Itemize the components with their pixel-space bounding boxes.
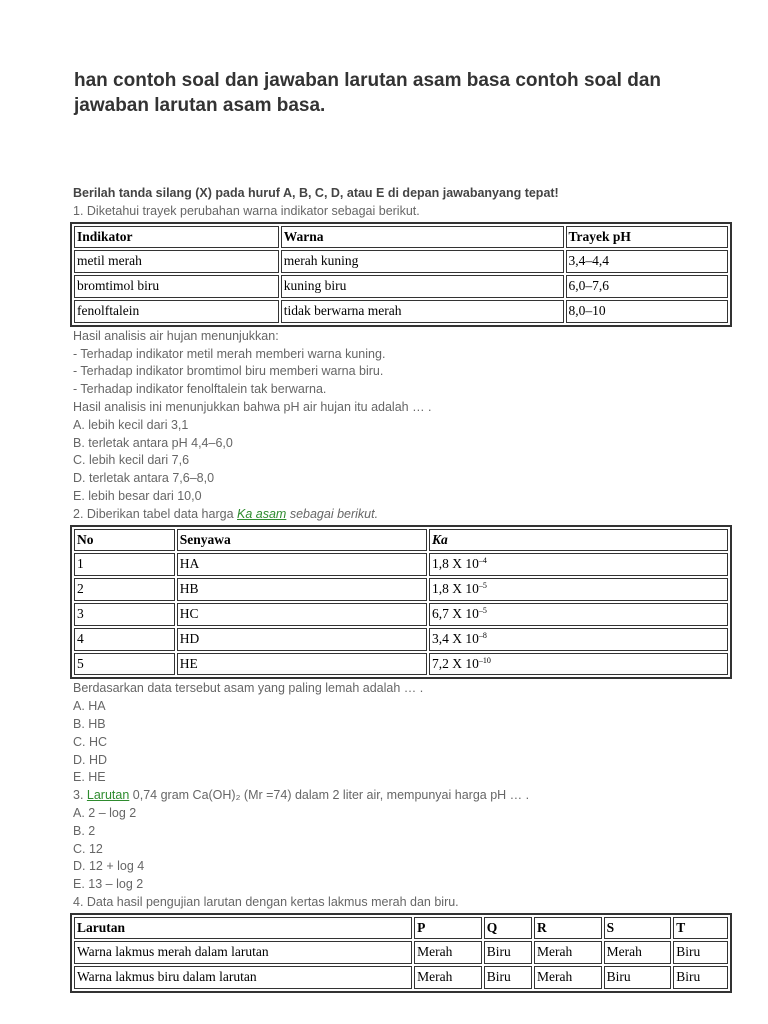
table-row: [74, 628, 728, 651]
ka-base: 7,2 X 10: [432, 655, 479, 671]
ka-base: 1,8 X 10: [432, 581, 479, 597]
table-cell: merah kuning: [281, 250, 564, 273]
answer-option: E. 13 – log 2: [73, 877, 144, 892]
table-cell: [429, 653, 728, 676]
table-cell: 3: [74, 603, 175, 626]
q2-line: Berdasarkan data tersebut asam yang paling lemah adalah … .: [73, 681, 424, 696]
col-header: R: [534, 917, 602, 940]
col-header: Trayek pH: [566, 226, 729, 249]
table-cell: HB: [177, 578, 427, 601]
ka-table: [70, 525, 732, 680]
table-cell: 6,0–7,6: [566, 275, 729, 298]
col-header: Indikator: [74, 226, 279, 249]
table-cell: 2: [74, 578, 175, 601]
answer-option: A. 2 – log 2: [73, 805, 137, 820]
table-cell: HA: [177, 553, 427, 576]
ka-base: 3,4 X 10: [432, 630, 479, 646]
table-row: [74, 941, 728, 964]
instruction: Berilah tanda silang (X) pada huruf A, B, C, D, atau E di depan jawabanyang tepat!: [73, 186, 559, 200]
ka-exponent: –10: [478, 655, 491, 665]
table-row: [74, 300, 728, 323]
answer-option: B. HB: [73, 716, 106, 731]
answer-option: D. HD: [73, 752, 108, 767]
table-cell: tidak berwarna merah: [281, 300, 564, 323]
answer-option: B. terletak antara pH 4,4–6,0: [73, 435, 233, 450]
table-cell: Merah: [414, 941, 482, 964]
table-cell: Warna lakmus merah dalam larutan: [74, 941, 412, 964]
ka-exponent: –8: [478, 630, 487, 640]
table-cell: Biru: [484, 941, 532, 964]
q1-line: Hasil analisis air hujan menunjukkan:: [73, 328, 279, 343]
indicator-table: [70, 222, 732, 327]
table-cell: [429, 578, 728, 601]
table-cell: Merah: [534, 941, 602, 964]
table-cell: 4: [74, 628, 175, 651]
table-cell: Biru: [673, 966, 728, 989]
table-row: [74, 553, 728, 576]
table-row: [74, 275, 728, 298]
table-cell: Biru: [673, 941, 728, 964]
answer-option: A. lebih kecil dari 3,1: [73, 417, 189, 432]
table-row: [74, 578, 728, 601]
q4-text: 4. Data hasil pengujian larutan dengan kertas lakmus merah dan biru.: [73, 894, 459, 909]
table-cell: bromtimol biru: [74, 275, 279, 298]
answer-option: D. terletak antara 7,6–8,0: [73, 471, 215, 486]
ka-exponent: –5: [478, 605, 487, 615]
table-cell: fenolftalein: [74, 300, 279, 323]
q1-text: 1. Diketahui trayek perubahan warna indikator sebagai berikut.: [73, 203, 420, 218]
table-row: [74, 250, 728, 273]
q1-line: - Terhadap indikator fenolftalein tak berwarna.: [73, 382, 327, 397]
col-header: S: [604, 917, 672, 940]
table-cell: Warna lakmus biru dalam larutan: [74, 966, 412, 989]
table-cell: Merah: [534, 966, 602, 989]
table-cell: 1: [74, 553, 175, 576]
q1-line: - Terhadap indikator metil merah memberi warna kuning.: [73, 346, 386, 361]
table-cell: [429, 628, 728, 651]
table-header-row: [74, 226, 728, 249]
answer-option: E. HE: [73, 770, 106, 785]
q2-text: [73, 506, 733, 524]
table-row: [74, 966, 728, 989]
q1-line: - Terhadap indikator bromtimol biru memberi warna biru.: [73, 364, 384, 379]
table-header-row: [74, 917, 728, 940]
table-cell: HE: [177, 653, 427, 676]
table-cell: Merah: [414, 966, 482, 989]
q3-body: 0,74 gram Ca(OH)₂ (Mr =74) dalam 2 liter air, mempunyai harga pH … .: [129, 788, 530, 803]
answer-option: C. 12: [73, 841, 103, 856]
table-row: [74, 653, 728, 676]
ka-exponent: –4: [478, 556, 487, 566]
table-cell: Biru: [484, 966, 532, 989]
table-cell: Biru: [604, 966, 672, 989]
col-header: Larutan: [74, 917, 412, 940]
table-cell: Merah: [604, 941, 672, 964]
col-header: T: [673, 917, 728, 940]
litmus-table: [70, 913, 732, 993]
table-cell: HC: [177, 603, 427, 626]
ka-exponent: –5: [478, 581, 487, 591]
ka-base: 6,7 X 10: [432, 605, 479, 621]
q2-prefix: 2. Diberikan tabel data harga: [73, 506, 237, 521]
ka-asam-link[interactable]: Ka asam: [237, 506, 287, 521]
col-header: P: [414, 917, 482, 940]
table-cell: kuning biru: [281, 275, 564, 298]
table-row: [74, 603, 728, 626]
answer-option: C. HC: [73, 734, 108, 749]
col-header: Q: [484, 917, 532, 940]
table-cell: [429, 603, 728, 626]
col-header: Senyawa: [177, 529, 427, 552]
answer-option: E. lebih besar dari 10,0: [73, 488, 202, 503]
col-header: Ka: [429, 529, 728, 552]
page-title: han contoh soal dan jawaban larutan asam basa contoh soal dan jawaban larutan asam basa.: [74, 70, 662, 116]
table-cell: [429, 553, 728, 576]
answer-option: D. 12 + log 4: [73, 859, 145, 874]
table-cell: HD: [177, 628, 427, 651]
table-cell: 8,0–10: [566, 300, 729, 323]
q3-text: [73, 787, 733, 805]
q2-suffix: sebagai berikut.: [286, 506, 379, 521]
col-header: No: [74, 529, 175, 552]
table-cell: 5: [74, 653, 175, 676]
table-cell: metil merah: [74, 250, 279, 273]
table-header-row: [74, 529, 728, 552]
q3-number: 3.: [73, 788, 87, 803]
answer-option: A. HA: [73, 699, 106, 714]
ka-base: 1,8 X 10: [432, 556, 479, 572]
question-content: [73, 185, 733, 994]
col-header: Warna: [281, 226, 564, 249]
answer-option: C. lebih kecil dari 7,6: [73, 453, 190, 468]
answer-option: B. 2: [73, 823, 96, 838]
q1-line: Hasil analisis ini menunjukkan bahwa pH air hujan itu adalah … .: [73, 399, 432, 414]
larutan-link[interactable]: Larutan: [86, 788, 130, 803]
table-cell: 3,4–4,4: [566, 250, 729, 273]
